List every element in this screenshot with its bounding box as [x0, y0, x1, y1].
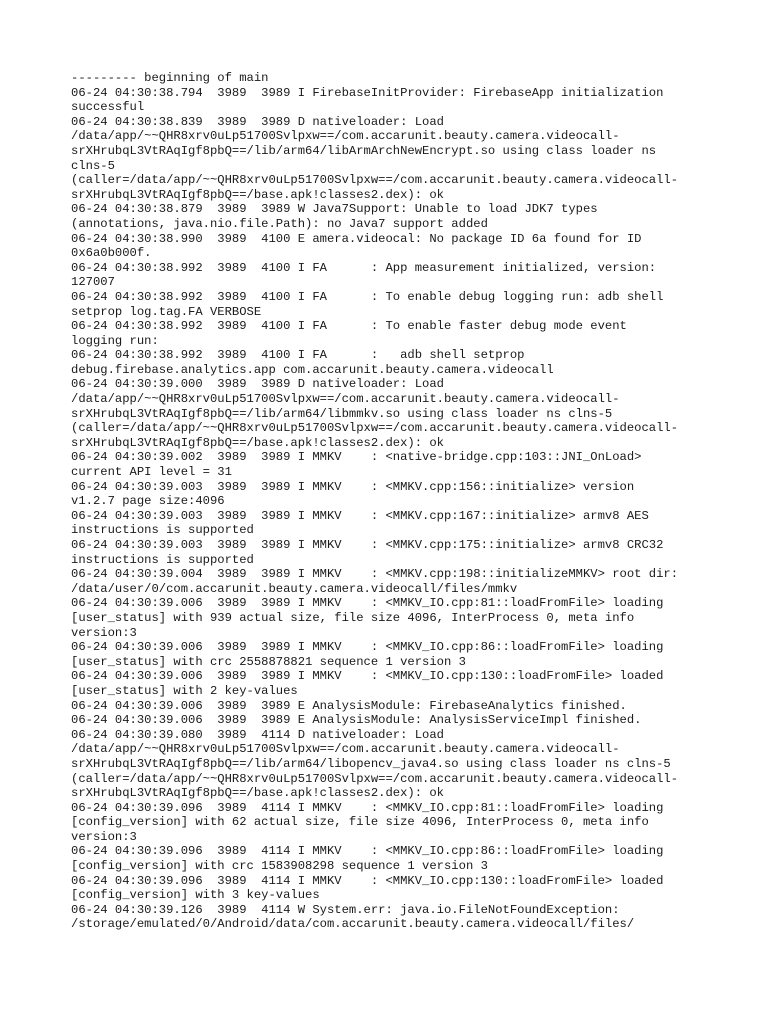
- log-line: (annotations, java.nio.file.Path): no Java7 support added: [71, 216, 488, 231]
- log-line: srXHrubqL3VtRAqIgf8pbQ==/base.apk!classes2.dex): ok: [71, 187, 444, 202]
- log-line: 06-24 04:30:38.992 3989 4100 I FA : To enable faster debug mode event: [71, 319, 627, 334]
- log-line: 06-24 04:30:39.096 3989 4114 I MMKV : <MMKV_IO.cpp:86::loadFromFile> loading: [71, 844, 664, 859]
- log-line: [user_status] with crc 2558878821 sequence 1 version 3: [71, 654, 466, 669]
- log-line: 06-24 04:30:39.003 3989 3989 I MMKV : <MMKV.cpp:167::initialize> armv8 AES: [71, 508, 649, 523]
- log-line: 127007: [71, 275, 115, 290]
- log-line: 06-24 04:30:38.990 3989 4100 E amera.videocal: No package ID 6a found for ID: [71, 231, 642, 246]
- log-line: clns-5: [71, 158, 115, 173]
- log-line: instructions is supported: [71, 552, 254, 567]
- log-line: (caller=/data/app/~~QHR8xrv0uLp51700Svlpxw==/com.accarunit.beauty.camera.videocall-: [71, 173, 679, 188]
- log-line: 06-24 04:30:39.096 3989 4114 I MMKV : <MMKV_IO.cpp:130::loadFromFile> loaded: [71, 873, 664, 888]
- log-line: 06-24 04:30:39.096 3989 4114 I MMKV : <MMKV_IO.cpp:81::loadFromFile> loading: [71, 800, 664, 815]
- log-line: srXHrubqL3VtRAqIgf8pbQ==/lib/arm64/libopencv_java4.so using class loader ns clns-5: [71, 756, 671, 771]
- log-line: 06-24 04:30:39.006 3989 3989 I MMKV : <MMKV_IO.cpp:86::loadFromFile> loading: [71, 640, 664, 655]
- log-line: 06-24 04:30:38.879 3989 3989 W Java7Support: Unable to load JDK7 types: [71, 202, 598, 217]
- log-output: [71, 71, 731, 932]
- log-line: version:3: [71, 625, 137, 640]
- log-line: v1.2.7 page size:4096: [71, 494, 225, 509]
- log-line: 06-24 04:30:39.080 3989 4114 D nativeloader: Load: [71, 727, 444, 742]
- log-line: srXHrubqL3VtRAqIgf8pbQ==/lib/arm64/libArmArchNewEncrypt.so using class loader ns: [71, 143, 657, 158]
- log-line: 06-24 04:30:39.004 3989 3989 I MMKV : <MMKV.cpp:198::initializeMMKV> root dir:: [71, 567, 679, 582]
- log-line: 06-24 04:30:38.992 3989 4100 I FA : adb shell setprop: [71, 348, 525, 363]
- log-line: /data/app/~~QHR8xrv0uLp51700Svlpxw==/com.accarunit.beauty.camera.videocall-: [71, 392, 620, 407]
- log-line: 06-24 04:30:39.006 3989 3989 E AnalysisModule: AnalysisServiceImpl finished.: [71, 713, 642, 728]
- log-line: /storage/emulated/0/Android/data/com.accarunit.beauty.camera.videocall/files/: [71, 917, 635, 932]
- log-line: instructions is supported: [71, 523, 254, 538]
- log-line: [config_version] with 3 key-values: [71, 888, 320, 903]
- log-line: logging run:: [71, 333, 159, 348]
- log-line: /data/app/~~QHR8xrv0uLp51700Svlpxw==/com.accarunit.beauty.camera.videocall-: [71, 742, 620, 757]
- log-line: 06-24 04:30:38.992 3989 4100 I FA : App measurement initialized, version:: [71, 260, 657, 275]
- log-line: successful: [71, 100, 145, 115]
- log-line: [config_version] with 62 actual size, file size 4096, InterProcess 0, meta info: [71, 815, 649, 830]
- log-line: 06-24 04:30:39.002 3989 3989 I MMKV : <native-bridge.cpp:103::JNI_OnLoad>: [71, 450, 642, 465]
- log-line: [config_version] with crc 1583908298 sequence 1 version 3: [71, 859, 488, 874]
- log-line: debug.firebase.analytics.app com.accarunit.beauty.camera.videocall: [71, 362, 554, 377]
- log-line: 06-24 04:30:39.006 3989 3989 E AnalysisModule: FirebaseAnalytics finished.: [71, 698, 627, 713]
- log-line: 06-24 04:30:38.794 3989 3989 I FirebaseInitProvider: FirebaseApp initialization: [71, 85, 664, 100]
- log-line: srXHrubqL3VtRAqIgf8pbQ==/base.apk!classes2.dex): ok: [71, 435, 444, 450]
- log-line: /data/app/~~QHR8xrv0uLp51700Svlpxw==/com.accarunit.beauty.camera.videocall-: [71, 129, 620, 144]
- log-line: 06-24 04:30:39.003 3989 3989 I MMKV : <MMKV.cpp:175::initialize> armv8 CRC32: [71, 538, 664, 552]
- log-line: /data/user/0/com.accarunit.beauty.camera.videocall/files/mmkv: [71, 581, 518, 596]
- log-line: (caller=/data/app/~~QHR8xrv0uLp51700Svlpxw==/com.accarunit.beauty.camera.videocall-: [71, 771, 679, 786]
- log-line: 06-24 04:30:38.992 3989 4100 I FA : To enable debug logging run: adb shell: [71, 289, 664, 304]
- log-line: 0x6a0b000f.: [71, 246, 152, 261]
- log-line: setprop log.tag.FA VERBOSE: [71, 304, 262, 319]
- log-line: 06-24 04:30:39.006 3989 3989 I MMKV : <MMKV_IO.cpp:130::loadFromFile> loaded: [71, 669, 664, 684]
- log-line: srXHrubqL3VtRAqIgf8pbQ==/lib/arm64/libmmkv.so using class loader ns clns-5: [71, 406, 613, 421]
- log-line: srXHrubqL3VtRAqIgf8pbQ==/base.apk!classes2.dex): ok: [71, 786, 444, 801]
- log-line: [user_status] with 939 actual size, file size 4096, InterProcess 0, meta info: [71, 610, 635, 625]
- log-line: 06-24 04:30:39.003 3989 3989 I MMKV : <MMKV.cpp:156::initialize> version: [71, 479, 635, 494]
- log-line: 06-24 04:30:39.000 3989 3989 D nativeloader: Load: [71, 377, 444, 392]
- log-line: (caller=/data/app/~~QHR8xrv0uLp51700Svlpxw==/com.accarunit.beauty.camera.videocall-: [71, 421, 679, 436]
- log-line: 06-24 04:30:39.006 3989 3989 I MMKV : <MMKV_IO.cpp:81::loadFromFile> loading: [71, 596, 664, 611]
- log-line: --------- beginning of main: [71, 71, 269, 85]
- log-line: current API level = 31: [71, 465, 232, 480]
- log-line: 06-24 04:30:39.126 3989 4114 W System.err: java.io.FileNotFoundException:: [71, 902, 620, 917]
- log-line: version:3: [71, 829, 137, 844]
- log-line: [user_status] with 2 key-values: [71, 683, 298, 698]
- log-line: 06-24 04:30:38.839 3989 3989 D nativeloader: Load: [71, 114, 444, 129]
